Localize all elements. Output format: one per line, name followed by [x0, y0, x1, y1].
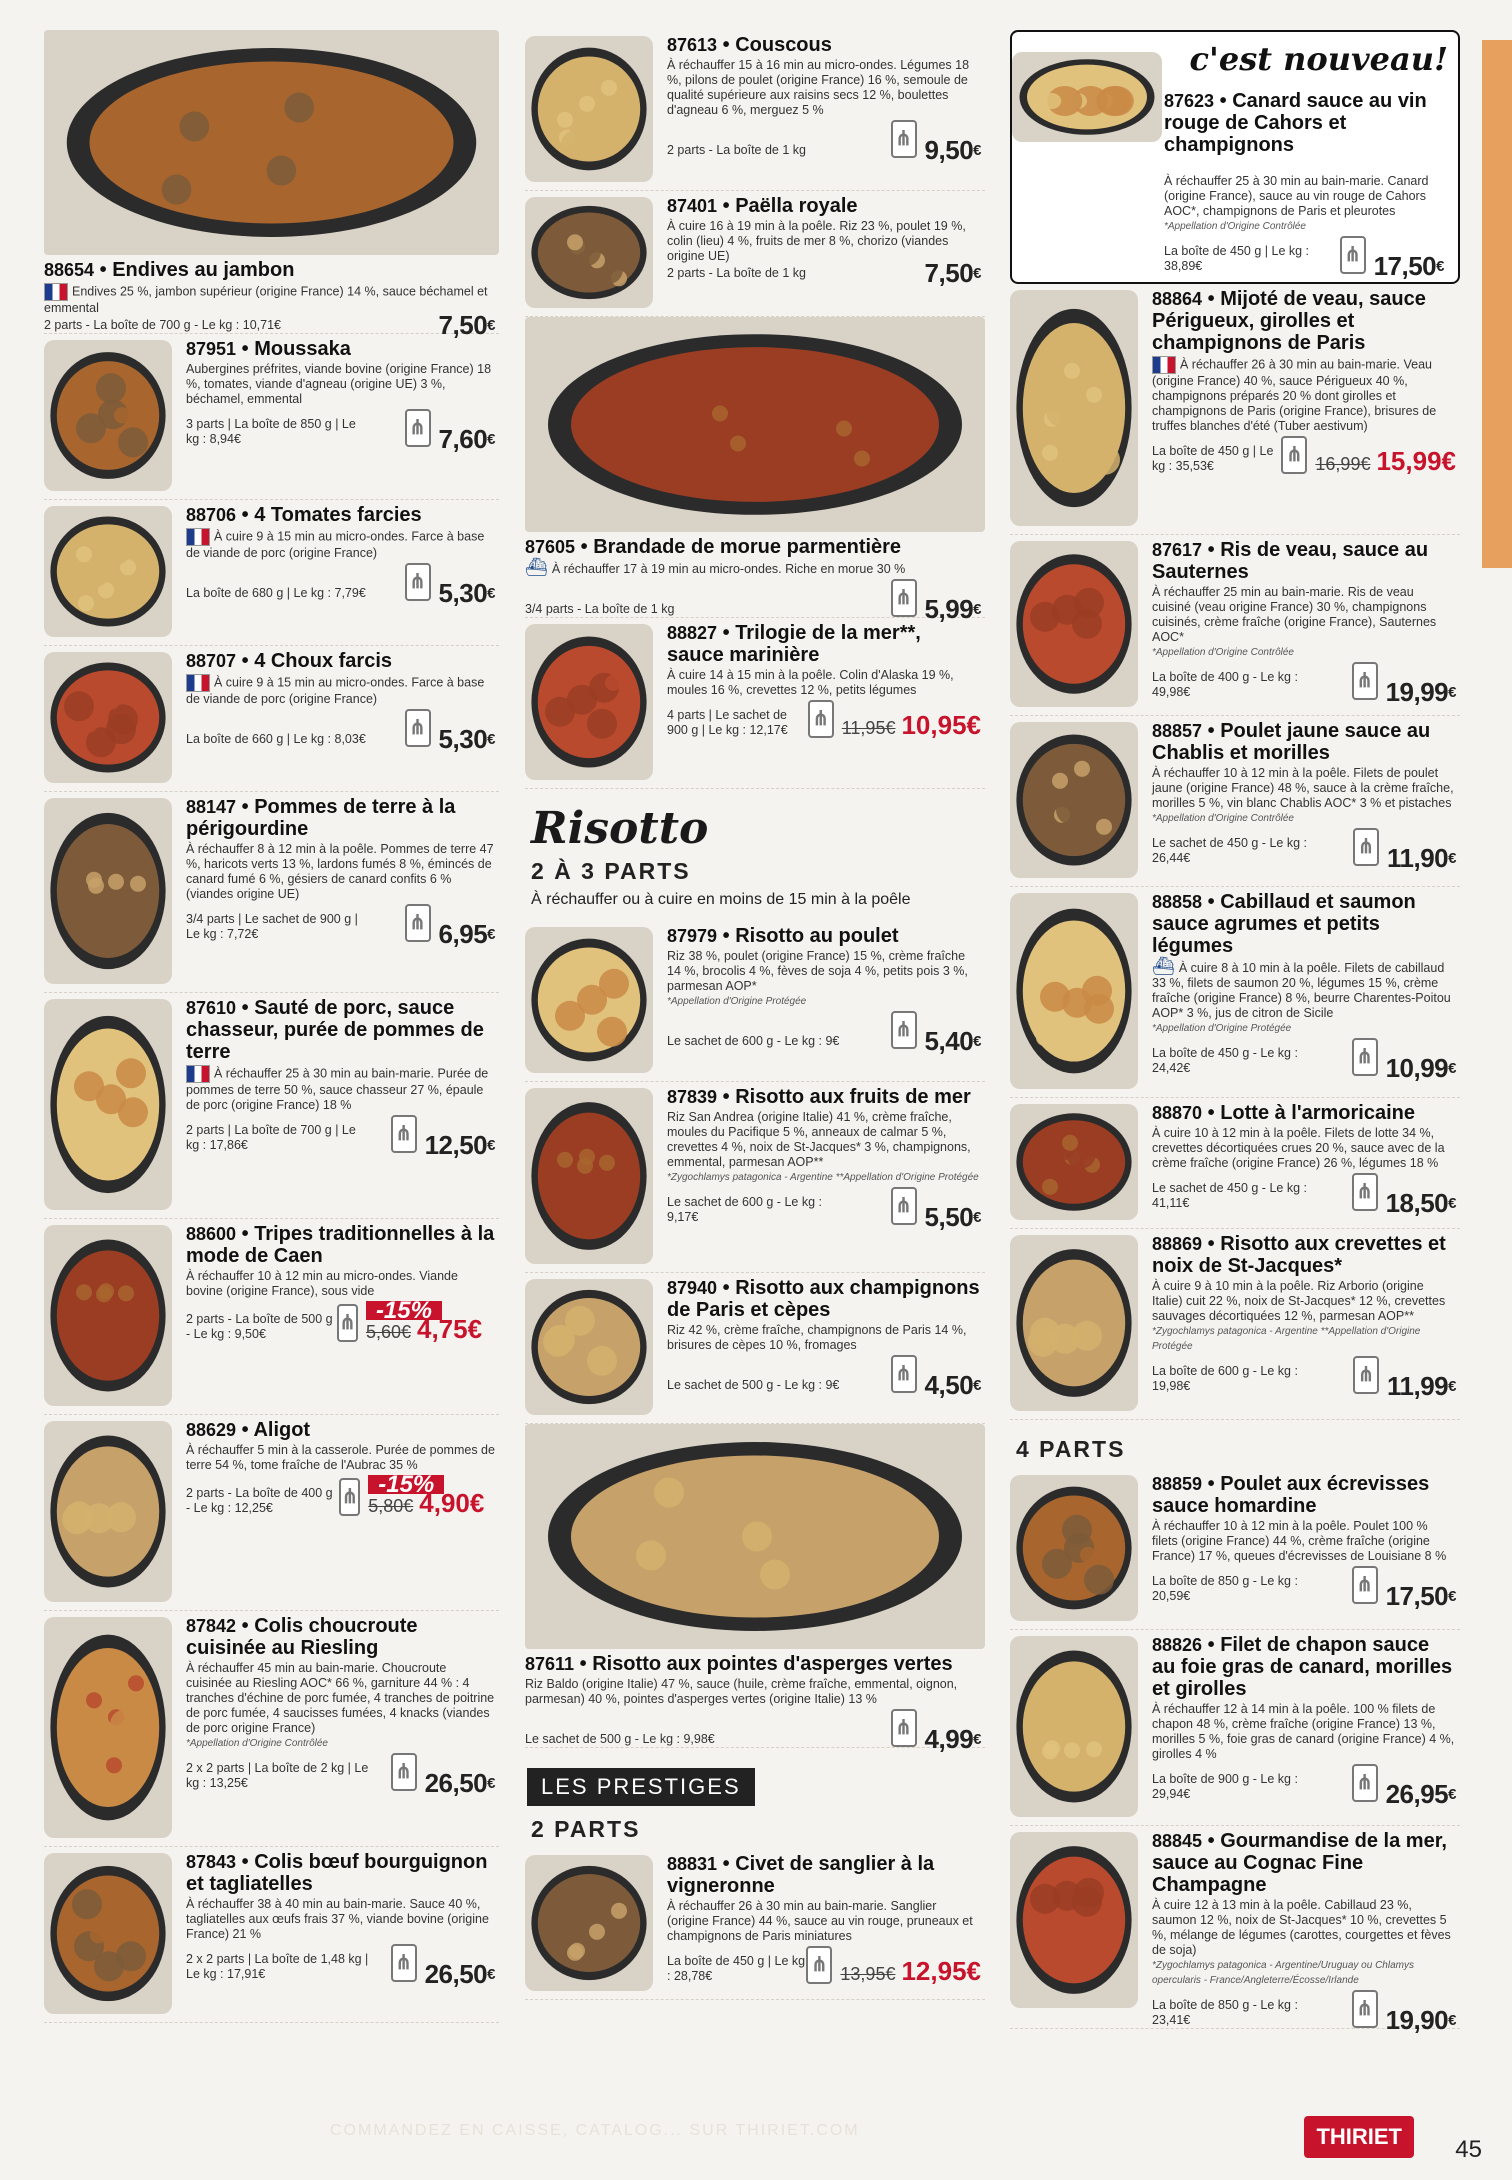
product-photo [525, 1088, 653, 1264]
product-photo [44, 340, 172, 491]
price: 4,99€ [924, 1724, 981, 1754]
column-1 [44, 30, 499, 2023]
product-description: À réchauffer 10 à 12 min à la poêle. Poulet 100 % filets (origine France) 44 %, crème fraîche (origine France) 17 %, queues d'écrevisses de Louisiane 8 % [1152, 1519, 1447, 1563]
product-item[interactable] [525, 1273, 985, 1424]
product-meta: La boîte de 450 g - Le kg : 24,42€ [1152, 1046, 1298, 1075]
product-item[interactable] [44, 1611, 499, 1847]
product-photo [525, 1424, 985, 1649]
france-flag-icon [186, 528, 210, 546]
product-photo [525, 927, 653, 1073]
prestiges-banner: LES PRESTIGES [527, 1768, 755, 1806]
product-item[interactable] [1010, 284, 1460, 535]
product-description: À cuire 12 à 13 min à la poêle. Cabillaud 23 %, saumon 12 %, noix de St-Jacques* 10 %, crevettes 5 %, mélange de légumes (carottes, courgettes et fèves de soja) [1152, 1898, 1451, 1957]
product-photo [44, 1617, 172, 1838]
product-description: À réchauffer 25 à 30 min au bain-marie. Canard (origine France), sauce au vin rouge de Cahors AOC*, champignons de Paris et pleurotes [1164, 174, 1429, 218]
product-item[interactable] [44, 1847, 499, 2023]
product-item[interactable] [44, 646, 499, 792]
product-meta: La boîte de 900 g - Le kg : 29,94€ [1152, 1772, 1298, 1801]
product-meta: Le sachet de 500 g - Le kg : 9,98€ [525, 1732, 715, 1746]
price: 12,50€ [424, 1130, 495, 1160]
product-item[interactable] [525, 191, 985, 317]
product-meta: 4 parts | Le sachet de 900 g | Le kg : 12,17€ [667, 708, 788, 737]
four-parts-heading: 4 PARTS [1016, 1436, 1126, 1462]
product-photo [1010, 1636, 1138, 1817]
product-note: *Zygochlamys patagonica - Argentine/Uruguay ou Chlamys opercularis - France/Angleterre/Écosse/Irlande [1152, 1960, 1414, 1986]
product-note: *Appellation d'Origine Protégée [667, 996, 807, 1007]
product-photo [1010, 1832, 1138, 2008]
old-price: 11,95€ [841, 718, 896, 738]
product-description: À réchauffer 12 à 14 min à la poêle. 100 % filets de chapon 48 %, crème fraîche (origine France) 13 %, morilles 5 %, foie gras de canard (origine France) 4 %, girolles 4 % [1152, 1702, 1455, 1761]
discount-badge: -15% [368, 1475, 444, 1494]
product-meta: La boîte de 660 g | Le kg : 8,03€ [186, 732, 366, 746]
sale-price: 12,95€ [901, 1956, 981, 1986]
product-photo [44, 798, 172, 984]
microwave-fork-icon: ⋔ [891, 1709, 917, 1747]
product-meta: 3/4 parts | Le sachet de 900 g | Le kg : 7,72€ [186, 912, 358, 941]
product-photo [44, 1853, 172, 2014]
product-description: À réchauffer 25 min au bain-marie. Ris de veau cuisiné (veau origine France) 30 %, champignons cuisinés, crème fraîche (origine France), Sauternes AOC* [1152, 585, 1437, 644]
product-title: 87617 • Ris de veau, sauce au Sauternes [1152, 539, 1429, 583]
price: 17,50€ [1385, 1581, 1456, 1611]
microwave-fork-icon: ⋔ [405, 709, 431, 747]
risotto-heading: Risotto [531, 803, 709, 854]
product-photo [525, 1279, 653, 1415]
price: 26,95€ [1385, 1779, 1456, 1809]
microwave-fork-icon: ⋔ [1353, 1356, 1379, 1394]
microwave-fork-icon: ⋔ [339, 1478, 360, 1516]
product-description: À réchauffer 38 à 40 min au bain-marie. Sauce 40 %, tagliatelles aux œufs frais 37 %, viande bovine (origine France) 21 % [186, 1897, 489, 1941]
page-side-tab [1482, 40, 1512, 568]
new-product-box[interactable] [1010, 30, 1460, 284]
product-meta: La boîte de 680 g | Le kg : 7,79€ [186, 586, 366, 600]
product-title: 87843 • Colis bœuf bourguignon et tagliatelles [186, 1851, 488, 1895]
sale-price: 10,95€ [901, 710, 981, 740]
product-description: À réchauffer 10 à 12 min à la poêle. Filets de poulet jaune (origine France) 48 %, sauce à la crème fraîche, morilles 5 %, vin blanc Chablis AOC* 3 % et pistaches [1152, 766, 1454, 810]
product-title: 88857 • Poulet jaune sauce au Chablis et morilles [1152, 720, 1431, 764]
product-photo [1010, 1104, 1138, 1220]
product-photo [44, 999, 172, 1210]
product-description: Riz 38 %, poulet (origine France) 15 %, crème fraîche 14 %, brocolis 4 %, fèves de soja 4 %, petits pois 3 %, parmesan AOP* [667, 949, 968, 993]
product-meta: Le sachet de 500 g - Le kg : 9€ [667, 1378, 840, 1392]
microwave-fork-icon: ⋔ [891, 1011, 917, 1049]
france-flag-icon [186, 1065, 210, 1083]
old-price: 13,95€ [840, 1964, 896, 1984]
product-meta: La boîte de 850 g - Le kg : 23,41€ [1152, 1998, 1298, 2027]
product-title: 88864 • Mijoté de veau, sauce Périgueux, girolles et champignons de Paris [1152, 288, 1426, 354]
product-item[interactable] [1010, 887, 1460, 1098]
product-meta: La boîte de 450 g | Le kg : 38,89€ [1164, 244, 1310, 273]
product-description: À cuire 9 à 15 min au micro-ondes. Farce à base de viande de porc (origine France) [186, 529, 485, 560]
product-title: 88706 • 4 Tomates farcies [186, 504, 422, 526]
product-photo [1010, 290, 1138, 526]
microwave-fork-icon: ⋔ [405, 409, 431, 447]
product-note: *Appellation d'Origine Contrôlée [1152, 813, 1294, 824]
product-item[interactable] [525, 921, 985, 1082]
product-description: Endives 25 %, jambon supérieur (origine France) 14 %, sauce béchamel et emmental [44, 284, 488, 315]
microwave-fork-icon: ⋔ [391, 1944, 417, 1982]
france-flag-icon [44, 283, 68, 301]
product-description: À réchauffer 26 à 30 min au bain-marie. Sanglier (origine France) 44 %, sauce au vin rouge, pruneaux et champignons de Paris miniatures [667, 1899, 973, 1943]
old-price: 5,60€ [365, 1322, 411, 1342]
product-description: À réchauffer 26 à 30 min au bain-marie. Veau (origine France) 40 %, sauce Périgueux 40 %, champignons préparés 20 % dont girolles et champignons de Paris (origine France), brisures de truffes blanches d'été (Tuber aestivum) [1152, 357, 1437, 433]
microwave-fork-icon: ⋔ [891, 1187, 917, 1225]
product-meta: Le sachet de 450 g - Le kg : 26,44€ [1152, 836, 1307, 865]
product-item[interactable] [1010, 1469, 1460, 1630]
product-photo [1012, 52, 1162, 142]
product-item[interactable] [525, 30, 985, 191]
risotto-parts: 2 À 3 PARTS [531, 858, 691, 884]
sale-price: 15,99€ [1376, 446, 1456, 476]
product-item[interactable] [525, 1082, 985, 1273]
product-meta: La boîte de 450 g | Le kg : 28,78€ [667, 1954, 806, 1983]
price: 26,50€ [424, 1959, 495, 1989]
product-item[interactable] [1010, 1229, 1460, 1420]
product-photo [1010, 1235, 1138, 1411]
microwave-fork-icon: ⋔ [891, 579, 917, 617]
product-title: 88859 • Poulet aux écrevisses sauce homardine [1152, 1473, 1430, 1517]
product-title: 88629 • Aligot [186, 1419, 311, 1441]
product-meta: La boîte de 600 g - Le kg : 19,98€ [1152, 1364, 1298, 1393]
price: 7,50€ [438, 310, 495, 340]
sale-price: 4,75€ [416, 1314, 483, 1344]
price: 4,50€ [924, 1370, 981, 1400]
price: 26,50€ [424, 1768, 495, 1798]
product-title: 88870 • Lotte à l'armoricaine [1152, 1102, 1416, 1124]
product-photo [525, 317, 985, 532]
product-title: 88858 • Cabillaud et saumon sauce agrumes et petits légumes [1152, 891, 1416, 957]
product-meta: 2 parts - La boîte de 500 g - Le kg : 9,50€ [186, 1312, 333, 1341]
microwave-fork-icon: ⋔ [1352, 1990, 1378, 2028]
product-photo [44, 1421, 172, 1602]
prestiges-parts: 2 PARTS [531, 1816, 641, 1842]
product-title: 87401 • Paëlla royale [667, 195, 858, 217]
sale-price: 4,90€ [419, 1488, 485, 1518]
product-description: À réchauffer 5 min à la casserole. Purée de pommes de terre 54 %, tome fraîche de l'Aubrac 35 % [186, 1443, 495, 1472]
price: 17,50€ [1373, 251, 1444, 281]
boat-icon: ⛴ [525, 557, 548, 577]
france-flag-icon [1152, 356, 1176, 374]
product-item[interactable] [44, 792, 499, 993]
product-meta: La boîte de 850 g - Le kg : 20,59€ [1152, 1574, 1298, 1603]
microwave-fork-icon: ⋔ [391, 1753, 417, 1791]
product-title: 87842 • Colis choucroute cuisinée au Riesling [186, 1615, 418, 1659]
new-label: c'est nouveau! [1189, 40, 1448, 78]
thiriet-logo: THIRIET [1304, 2116, 1414, 2158]
product-item[interactable] [44, 30, 499, 340]
product-item[interactable] [525, 618, 985, 789]
product-description: ⛴ À cuire 8 à 10 min à la poêle. Filets de cabillaud 33 %, filets de saumon 20 %, légumes 15 %, crème fraîche (origine France) 8 %, beurre Charentes-Poitou AOP* 3 %, jus de citron de Sicile [1152, 956, 1451, 1020]
product-item[interactable] [44, 993, 499, 1219]
product-note: *Appellation d'Origine Contrôlée [186, 1738, 328, 1749]
product-photo [1010, 893, 1138, 1089]
product-photo [1010, 722, 1138, 878]
microwave-fork-icon: ⋔ [1352, 1173, 1378, 1211]
microwave-fork-icon: ⋔ [891, 1355, 917, 1393]
product-photo [525, 1855, 653, 1991]
microwave-fork-icon: ⋔ [1353, 828, 1379, 866]
product-description: À réchauffer 8 à 12 min à la poêle. Pommes de terre 47 %, haricots verts 13 %, lardons fumés 8 %, émincés de canard fumé 6 %, gésiers de canard confits 6 % (viandes origine UE) [186, 842, 494, 901]
product-item[interactable] [1010, 716, 1460, 887]
product-title: 87613 • Couscous [667, 34, 832, 56]
microwave-fork-icon: ⋔ [1352, 1566, 1378, 1604]
product-title: 88869 • Risotto aux crevettes et noix de St-Jacques* [1152, 1233, 1446, 1277]
product-item[interactable] [44, 334, 499, 500]
product-item[interactable] [44, 1415, 499, 1611]
boat-icon: ⛴ [1152, 956, 1175, 976]
price: 11,99€ [1387, 1371, 1456, 1401]
product-item[interactable] [1010, 1098, 1460, 1229]
product-description: À cuire 9 à 10 min à la poêle. Riz Arborio (origine Italie) cuit 22 %, noix de St-Jacques* 12 %, crevettes sauvages décortiquées 12 %, parmesan AOP** [1152, 1279, 1446, 1323]
product-description: À réchauffer 25 à 30 min au bain-marie. Purée de pommes de terre 50 %, sauce chasseur 27 %, épaule de porc (origine France) 18 % [186, 1066, 489, 1112]
old-price: 5,80€ [368, 1496, 414, 1516]
price: 9,50€ [924, 135, 981, 165]
microwave-fork-icon: ⋔ [891, 120, 917, 158]
product-meta: 2 parts - La boîte de 700 g - Le kg : 10,71€ [44, 318, 281, 332]
discount-badge: -15% [366, 1301, 442, 1320]
product-description: À réchauffer 15 à 16 min au micro-ondes. Légumes 18 %, pilons de poulet (origine France) 16 %, semoule de qualité supérieure aux raisins secs 12 %, boulettes d'agneau 6 %, merguez 5 % [667, 58, 970, 117]
product-note: *Appellation d'Origine Contrôlée [1152, 647, 1294, 658]
price: 19,99€ [1385, 677, 1456, 707]
product-note: *Appellation d'Origine Protégée [1152, 1023, 1292, 1034]
product-photo [44, 506, 172, 637]
product-title: 88831 • Civet de sanglier à la vigneronne [667, 1853, 935, 1897]
product-title: 87611 • Risotto aux pointes d'asperges vertes [525, 1653, 953, 1675]
microwave-fork-icon: ⋔ [1340, 236, 1366, 274]
price: 11,90€ [1387, 843, 1456, 873]
column-2 [525, 30, 985, 2000]
product-description: À réchauffer 45 min au bain-marie. Choucroute cuisinée au Riesling AOC* 66 %, garniture 44 % : 4 tranches d'échine de porc fumée, 4 tranches de poitrine de porc fumée, 4 saucisses fumées, 4 knacks (viandes de porc origine France) [186, 1661, 495, 1735]
product-item[interactable] [1010, 1826, 1460, 2035]
product-item[interactable] [1010, 1630, 1460, 1826]
microwave-fork-icon: ⋔ [1281, 436, 1307, 474]
price: 10,99€ [1385, 1053, 1456, 1083]
footer-text: COMMANDEZ EN CAISSE, CATALOG... SUR THIRIET.COM [330, 2122, 860, 2139]
product-meta: 2 x 2 parts | La boîte de 1,48 kg | Le kg : 17,91€ [186, 1952, 369, 1981]
product-meta: 3 parts | La boîte de 850 g | Le kg : 8,94€ [186, 417, 356, 446]
microwave-fork-icon: ⋔ [1352, 1764, 1378, 1802]
product-title: 88826 • Filet de chapon sauce au foie gras de canard, morilles et girolles [1152, 1634, 1453, 1700]
microwave-fork-icon: ⋔ [405, 563, 431, 601]
microwave-fork-icon: ⋔ [337, 1304, 358, 1342]
product-photo [525, 36, 653, 182]
product-title: 87623 • Canard sauce au vin rouge de Cahors et champignons [1164, 90, 1427, 156]
price: 7,50€ [924, 258, 981, 288]
product-photo [44, 1225, 172, 1406]
price: 5,40€ [924, 1026, 981, 1056]
product-note: *Appellation d'Origine Contrôlée [1164, 221, 1306, 232]
microwave-fork-icon: ⋔ [405, 904, 431, 942]
product-item[interactable] [44, 1219, 499, 1415]
microwave-fork-icon: ⋔ [1352, 1038, 1378, 1076]
product-title: 87610 • Sauté de porc, sauce chasseur, purée de pommes de terre [186, 997, 484, 1063]
product-title: 87839 • Risotto aux fruits de mer [667, 1086, 971, 1108]
product-description: Riz San Andrea (origine Italie) 41 %, crème fraîche, moules du Pacifique 5 %, anneaux de calmar 5 %, crevettes 4 %, noix de St-Jacques* 3 %, champignons, emmental, parmesan AOP** [667, 1110, 971, 1169]
product-description: Riz 42 %, crème fraîche, champignons de Paris 14 %, brisures de cèpes 10 %, fromages [667, 1323, 967, 1352]
column-3 [1010, 30, 1460, 2035]
page-number: 45 [1455, 2136, 1482, 2163]
product-meta: Le sachet de 600 g - Le kg : 9,17€ [667, 1195, 822, 1224]
product-item[interactable] [1010, 535, 1460, 716]
price: 5,30€ [438, 724, 495, 754]
product-meta: 2 parts - La boîte de 1 kg [667, 143, 806, 157]
microwave-fork-icon: ⋔ [1352, 662, 1378, 700]
product-photo [44, 30, 499, 255]
product-meta: Le sachet de 450 g - Le kg : 41,11€ [1152, 1181, 1307, 1210]
microwave-fork-icon: ⋔ [806, 1946, 832, 1984]
risotto-subtitle: À réchauffer ou à cuire en moins de 15 min à la poêle [531, 891, 911, 908]
product-meta: 2 parts | La boîte de 700 g | Le kg : 17,86€ [186, 1123, 356, 1152]
product-description: ⛴ À réchauffer 17 à 19 min au micro-ondes. Riche en morue 30 % [525, 557, 906, 577]
product-meta: 2 parts - La boîte de 400 g - Le kg : 12,25€ [186, 1486, 333, 1515]
product-item[interactable] [525, 1424, 985, 1754]
product-description: À cuire 16 à 19 min à la poêle. Riz 23 %, poulet 19 %, colin (lieu) 4 %, fruits de mer 8 %, chorizo (viandes origine UE) [667, 219, 966, 263]
product-description: Aubergines préfrites, viande bovine (origine France) 18 %, tomates, viande d'agneau (origine UE) 3 %, béchamel, emmental [186, 362, 492, 406]
product-title: 87605 • Brandade de morue parmentière [525, 536, 902, 558]
product-description: À cuire 9 à 15 min au micro-ondes. Farce à base de viande de porc (origine France) [186, 675, 485, 706]
product-item[interactable] [44, 500, 499, 646]
product-title: 88707 • 4 Choux farcis [186, 650, 393, 672]
product-description: À cuire 14 à 15 min à la poêle. Colin d'Alaska 19 %, moules 16 %, crevettes 12 %, petits légumes [667, 668, 954, 697]
product-description: À réchauffer 10 à 12 min au micro-ondes. Viande bovine (origine France), sous vide [186, 1269, 458, 1298]
price: 5,50€ [924, 1202, 981, 1232]
product-title: 88654 • Endives au jambon [44, 259, 295, 281]
product-description: À cuire 10 à 12 min à la poêle. Filets de lotte 34 %, crevettes décortiquées crues 20 %, sauce avec de la crème fraîche (origine France) 26 %, légumes 18 % [1152, 1126, 1445, 1170]
price: 19,90€ [1385, 2005, 1456, 2035]
price: 5,99€ [924, 594, 981, 624]
product-photo [525, 197, 653, 308]
product-title: 88845 • Gourmandise de la mer, sauce au Cognac Fine Champagne [1152, 1830, 1447, 1896]
product-meta: Le sachet de 600 g - Le kg : 9€ [667, 1034, 840, 1048]
price: 6,95€ [438, 919, 495, 949]
product-photo [1010, 1475, 1138, 1621]
price: 18,50€ [1385, 1188, 1456, 1218]
product-meta: La boîte de 400 g - Le kg : 49,98€ [1152, 670, 1298, 699]
price: 5,30€ [438, 578, 495, 608]
france-flag-icon [186, 674, 210, 692]
product-title: 87951 • Moussaka [186, 338, 351, 360]
microwave-fork-icon: ⋔ [808, 700, 834, 738]
price: 7,60€ [438, 424, 495, 454]
product-photo [44, 652, 172, 783]
product-title: 88600 • Tripes traditionnelles à la mode de Caen [186, 1223, 495, 1267]
product-title: 88827 • Trilogie de la mer**, sauce marinière [667, 622, 921, 666]
product-photo [1010, 541, 1138, 707]
product-title: 87940 • Risotto aux champignons de Paris et cèpes [667, 1277, 980, 1321]
product-meta: La boîte de 450 g | Le kg : 35,53€ [1152, 444, 1274, 473]
product-photo [525, 624, 653, 780]
product-item[interactable] [525, 317, 985, 624]
product-title: 88147 • Pommes de terre à la périgourdine [186, 796, 456, 840]
product-meta: 3/4 parts - La boîte de 1 kg [525, 602, 675, 616]
product-description: Riz Baldo (origine Italie) 47 %, sauce (huile, crème fraîche, emmental, oignon, parmesan) 40 %, pointes d'asperges vertes (origine Italie) 13 % [525, 1677, 958, 1706]
product-item[interactable] [525, 1849, 985, 2000]
microwave-fork-icon: ⋔ [391, 1115, 417, 1153]
product-meta: 2 x 2 parts | La boîte de 2 kg | Le kg : 13,25€ [186, 1761, 369, 1790]
product-note: *Zygochlamys patagonica - Argentine **Appellation d'Origine Protégée [667, 1172, 979, 1183]
product-title: 87979 • Risotto au poulet [667, 925, 899, 947]
old-price: 16,99€ [1315, 454, 1371, 474]
product-note: *Zygochlamys patagonica - Argentine **Appellation d'Origine Protégée [1152, 1326, 1421, 1352]
product-meta: 2 parts - La boîte de 1 kg [667, 266, 806, 280]
